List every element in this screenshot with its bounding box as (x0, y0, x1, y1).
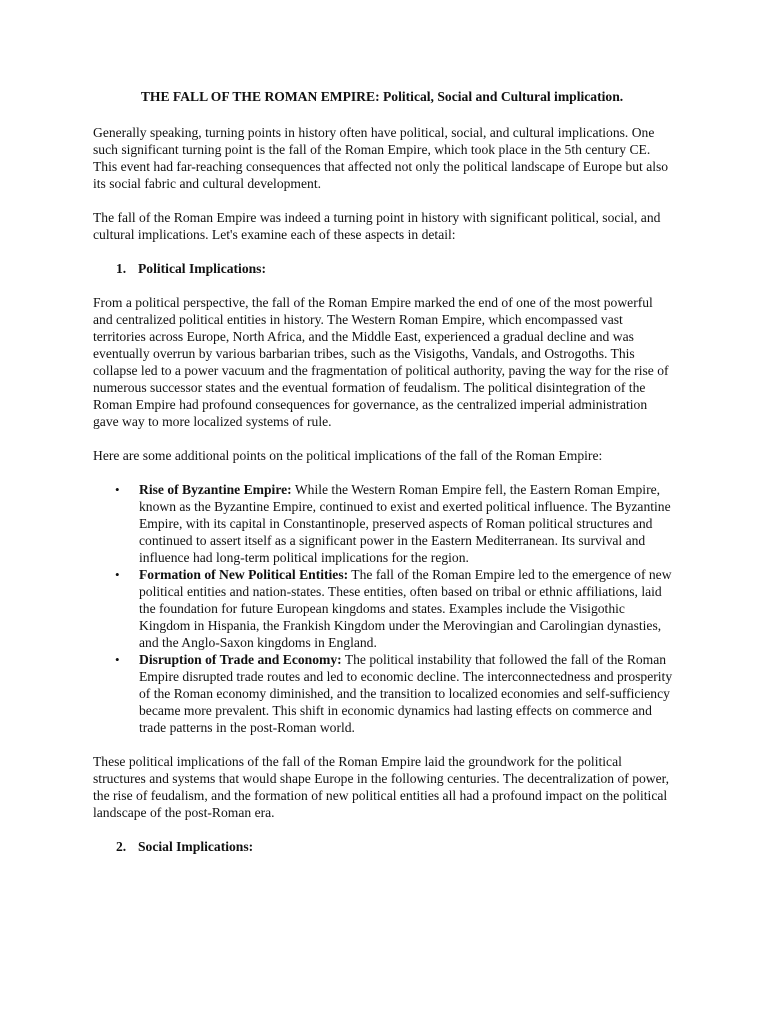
political-paragraph-1: From a political perspective, the fall of the Roman Empire marked the end of one of the most powerful and centralized political entities in history. The Western Roman Empire, which encompassed vast territories across Europe, North Africa, and the Middle East, experienced a gradual decline and was eventually overrun by various barbarian tribes, such as the Visigoths, Vandals, and Ostrogoths. This collapse led to a power vacuum and the fragmentation of political authority, paving the way for the rise of numerous successor states and the eventual formation of feudalism. The political disintegration of the Roman Empire had profound consequences for governance, as the centralized imperial administration gave way to more localized systems of rule. (93, 295, 669, 429)
bullet-term: Disruption of Trade and Economy: (139, 652, 342, 667)
section-number: 1. (116, 261, 127, 276)
list-item (93, 481, 675, 566)
section-number: 2. (116, 839, 127, 854)
political-closing-paragraph: These political implications of the fall of the Roman Empire laid the groundwork for the political structures and systems that would shape Europe in the following centuries. The decentralization of power, the rise of feudalism, and the formation of new political entities all had a profound impact on the political landscape of the post-Roman era. (93, 754, 670, 820)
section-heading-political (93, 260, 675, 277)
bullet-text: The fall of the Roman Empire led to the emergence of new political entities and nation-states. These entities, often based on tribal or ethnic affiliations, laid the foundation for future European kingdoms and states. Examples include the Visigothic Kingdom in Hispania, the Frankish Kingdom under the Merovingian and Carolingian dynasties, and the Anglo-Saxon kingdoms in England. (139, 567, 672, 650)
bullet-text: While the Western Roman Empire fell, the Eastern Roman Empire, known as the Byzantine Empire, continued to exist and exerted political influence. The Byzantine Empire, with its capital in Constantinople, preserved aspects of Roman political structures and continued to assert itself as a significant power in the Eastern Mediterranean. Its survival and influence had long-term political implications for the region. (139, 482, 671, 565)
bullet-term: Rise of Byzantine Empire: (139, 482, 292, 497)
bullet-icon: • (115, 567, 120, 582)
document-page (93, 88, 675, 872)
political-paragraph-2: Here are some additional points on the political implications of the fall of the Roman Empire: (93, 448, 603, 463)
intro-paragraph-1: Generally speaking, turning points in history often have political, social, and cultural implications. One such significant turning point is the fall of the Roman Empire, which took place in the 5th century CE. This event had far-reaching consequences that affected not only the political landscape of Europe but also its social fabric and cultural development. (93, 125, 669, 191)
document-title: THE FALL OF THE ROMAN EMPIRE: Political, Social and Cultural implication. (140, 89, 624, 104)
section-heading-social (93, 838, 675, 855)
list-item (93, 651, 675, 736)
bullet-icon: • (115, 652, 120, 667)
bullet-icon: • (115, 482, 120, 497)
political-bullet-list (93, 481, 675, 736)
list-item (93, 566, 675, 651)
intro-paragraph-2: The fall of the Roman Empire was indeed a turning point in history with significant political, social, and cultural implications. Let's examine each of these aspects in detail: (93, 210, 661, 242)
bullet-term: Formation of New Political Entities: (139, 567, 349, 582)
section-title: Social Implications: (138, 839, 254, 854)
bullet-text: The political instability that followed the fall of the Roman Empire disrupted trade routes and led to economic decline. The interconnectedness and prosperity of the Roman economy diminished, and the transition to localized economies and self-sufficiency became more prevalent. This shift in economic dynamics had lasting effects on commerce and trade patterns in the post-Roman world. (139, 652, 673, 735)
section-title: Political Implications: (138, 261, 266, 276)
